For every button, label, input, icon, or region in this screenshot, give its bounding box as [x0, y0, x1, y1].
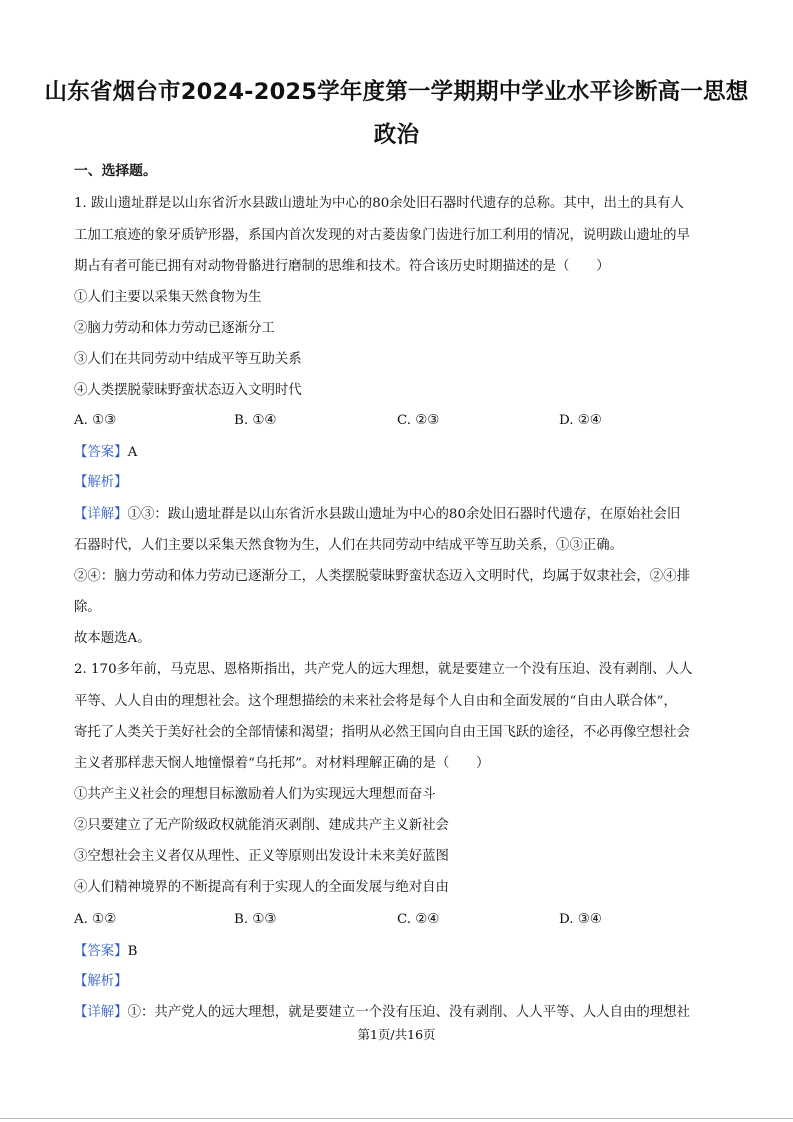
q1-stem-line: 1. 跋山遗址群是以山东省沂水县跋山遗址为中心的80余处旧石器时代遗存的总称。其中，出土的具有人	[74, 196, 684, 211]
q1-detail-line: 石器时代，人们主要以采集天然食物为生，人们在共同劳动中结成平等互助关系，①③正确。	[74, 538, 624, 553]
q1-option-a: A. ①③	[74, 413, 117, 428]
q2-detail	[74, 1004, 690, 1022]
page-number: 第1页/共16页	[357, 1027, 436, 1042]
analysis-tag: 【解析】	[74, 974, 128, 989]
q1-analysis-tag	[74, 474, 128, 492]
answer-value: B	[127, 944, 138, 959]
q2-answer	[74, 943, 137, 961]
q2-option-c: C. ②④	[397, 912, 440, 927]
q2-item: ③空想社会主义者仅从理性、正义等原则出发设计未来美好蓝图	[74, 849, 449, 864]
q1-stem-line: 期占有者可能已拥有对动物骨骼进行磨制的思维和技术。符合该历史时期描述的是（ ）	[74, 259, 610, 274]
q1-item: ③人们在共同劳动中结成平等互助关系	[74, 352, 302, 367]
q2-item: ④人们精神境界的不断提高有利于实现人的全面发展与绝对自由	[74, 880, 449, 895]
q2-stem-line: 主义者那样悲天悯人地憧憬着“乌托邦”。对材料理解正确的是（ ）	[74, 756, 490, 771]
page-title-continued: 政治	[373, 122, 420, 148]
page-bottom-divider	[0, 1118, 793, 1119]
detail-tag: 【详解】	[74, 1005, 128, 1020]
q1-detail	[74, 506, 680, 524]
answer-value: A	[127, 445, 138, 460]
q1-detail-line: 除。	[74, 600, 101, 615]
detail-tag: 【详解】	[74, 507, 128, 522]
q1-option-c: C. ②③	[397, 413, 440, 428]
q2-option-d: D. ③④	[559, 912, 602, 927]
q1-conclusion: 故本题选A。	[74, 631, 151, 646]
q1-option-d: D. ②④	[559, 413, 602, 428]
q1-stem-line: 工加工痕迹的象牙质铲形器，系国内首次发现的对古菱齿象门齿进行加工利用的情况，说明跋山遗址的早	[74, 228, 690, 243]
q2-stem-line: 平等、人人自由的理想社会。这个理想描绘的未来社会将是每个人自由和全面发展的“自由人联合体”，	[74, 694, 677, 709]
section-heading: 一、选择题。	[74, 163, 157, 179]
detail-text: ①③：跋山遗址群是以山东省沂水县跋山遗址为中心的80余处旧石器时代遗存，在原始社会旧	[127, 507, 681, 522]
detail-text: ①：共产党人的远大理想，就是要建立一个没有压迫、没有剥削、人人平等、人人自由的理想社	[127, 1005, 690, 1020]
q2-item: ①共产主义社会的理想目标激励着人们为实现远大理想而奋斗	[74, 787, 436, 802]
q1-detail-line: ②④：脑力劳动和体力劳动已逐渐分工，人类摆脱蒙昧野蛮状态迈入文明时代，均属于奴隶社会，②④排	[74, 569, 690, 584]
q1-answer	[74, 444, 137, 462]
q2-option-b: B. ①③	[234, 912, 277, 927]
q1-option-b: B. ①④	[234, 413, 277, 428]
answer-tag: 【答案】	[74, 445, 128, 460]
q2-analysis-tag	[74, 973, 128, 991]
q1-item: ①人们主要以采集天然食物为生	[74, 290, 262, 305]
q1-item: ②脑力劳动和体力劳动已逐渐分工	[74, 321, 275, 336]
q2-option-a: A. ①②	[74, 912, 117, 927]
analysis-tag: 【解析】	[74, 475, 128, 490]
q2-stem-line: 2. 170多年前，马克思、恩格斯指出，共产党人的远大理想，就是要建立一个没有压迫、没有剥削、人人	[74, 662, 693, 677]
q2-item: ②只要建立了无产阶级政权就能消灭剥削、建成共产主义新社会	[74, 818, 449, 833]
q2-stem-line: 寄托了人类关于美好社会的全部情愫和渴望；指明从必然王国向自由王国飞跃的途径，不必再像空想社会	[74, 725, 690, 740]
q1-item: ④人类摆脱蒙昧野蛮状态迈入文明时代	[74, 383, 302, 398]
answer-tag: 【答案】	[74, 944, 128, 959]
page-title: 山东省烟台市2024-2025学年度第一学期期中学业水平诊断高一思想	[44, 79, 749, 105]
